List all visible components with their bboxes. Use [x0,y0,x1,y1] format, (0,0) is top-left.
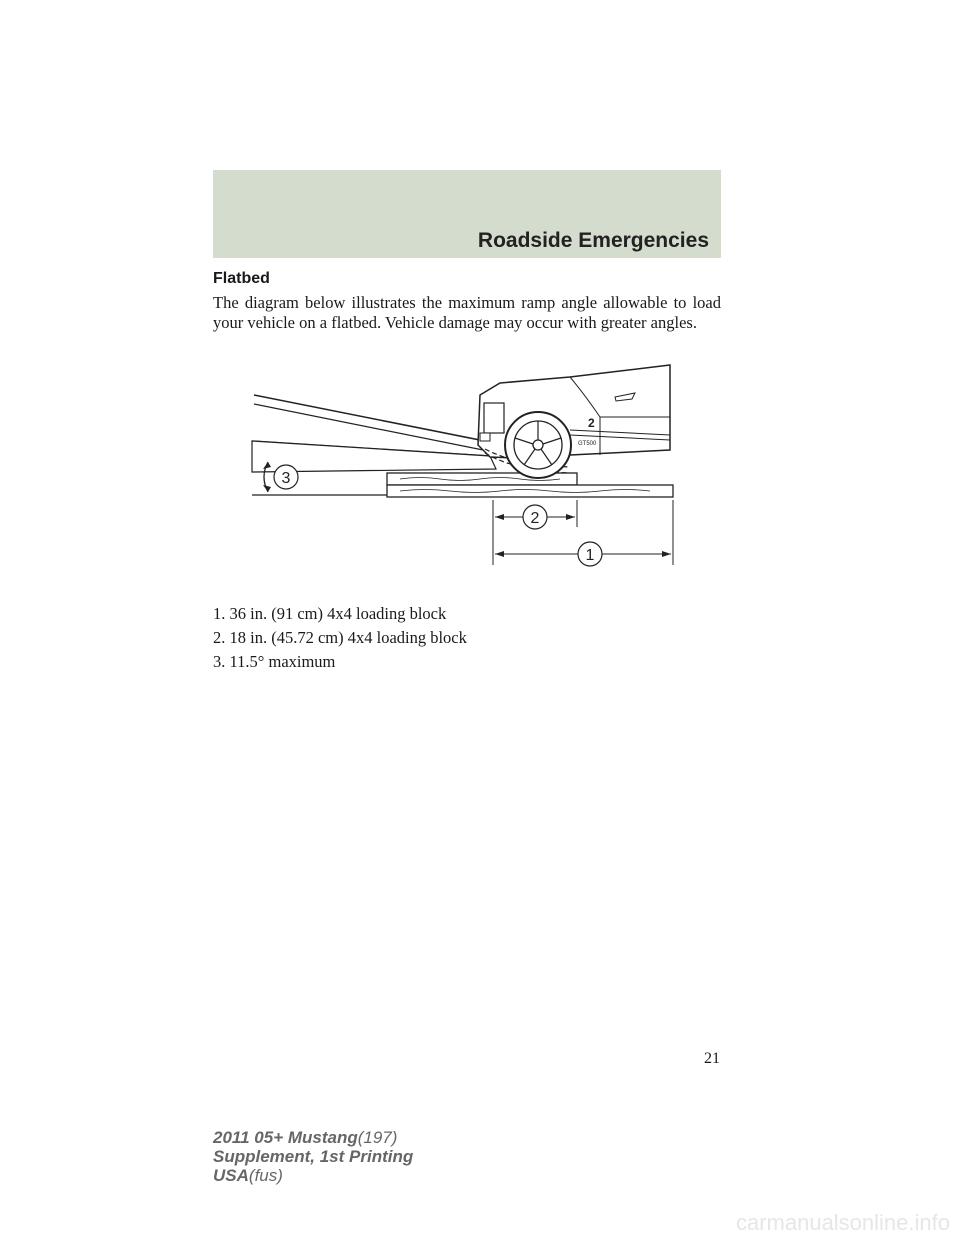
callout-3-label: 3 [281,470,291,487]
diagram-legend [213,604,467,676]
ramp-top-line [254,395,510,446]
footer-market: USA [213,1166,249,1185]
section-header-band [213,170,721,258]
flatbed-heading: Flatbed [213,270,270,287]
print-footer [213,1128,413,1185]
block-36in [387,485,673,497]
flatbed-ramp-diagram [240,355,690,585]
footer-market-code: (fus) [248,1166,283,1185]
footer-model-code: (197) [357,1128,398,1147]
vehicle-side-number: 2 [588,416,595,430]
legend-item-1: 1. 36 in. (91 cm) 4x4 loading block [213,604,447,623]
watermark: carmanualsonline.info [735,1210,950,1235]
callout-2-label: 2 [530,510,540,527]
vehicle-wheel [505,412,571,478]
legend-item-2: 2. 18 in. (45.72 cm) 4x4 loading block [213,628,467,647]
vehicle-grille [484,403,504,433]
section-title: Roadside Emergencies [477,229,709,252]
intro-paragraph: The diagram below illustrates the maximum ramp angle allowable to load your vehicle on a flatbed. Vehicle damage may occur with greater angles. [213,293,721,332]
vehicle-badge: GT500 [578,441,597,447]
callout-1-label: 1 [585,547,595,564]
footer-model: 2011 05+ Mustang [213,1128,358,1147]
page-number: 21 [704,1050,720,1067]
footer-printing: Supplement, 1st Printing [213,1147,414,1166]
legend-item-3: 3. 11.5° maximum [213,652,336,671]
